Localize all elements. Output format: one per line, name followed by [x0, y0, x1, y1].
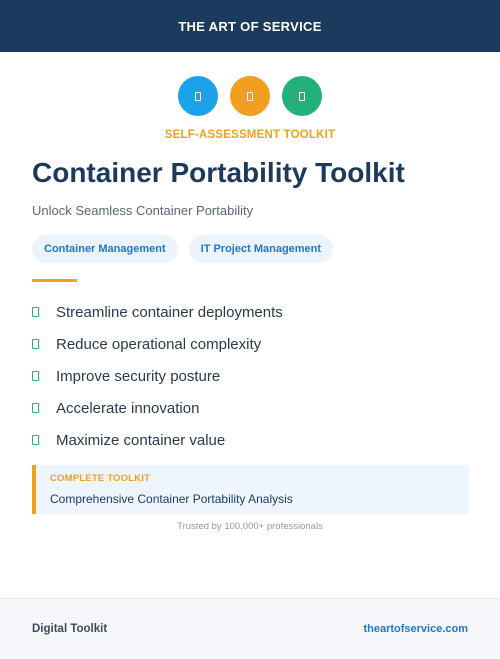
feature-text: Streamline container deployments: [56, 303, 283, 321]
document-icon: [299, 92, 305, 101]
tag-list: [32, 235, 333, 263]
check-icon: [32, 403, 39, 413]
website-link[interactable]: theartofservice.com: [363, 623, 468, 635]
callout-label: COMPLETE TOOLKIT: [50, 473, 151, 484]
icon-circle-blue: [178, 76, 218, 116]
complete-toolkit-callout: [32, 465, 469, 514]
list-item: [32, 328, 283, 360]
icon-circle-orange: [230, 76, 270, 116]
icon-circle-green: [282, 76, 322, 116]
page-subtitle: Unlock Seamless Container Portability: [32, 203, 254, 218]
callout-text: Comprehensive Container Portability Analysis: [50, 492, 293, 506]
feature-text: Improve security posture: [56, 367, 221, 385]
toolkit-kicker: SELF-ASSESSMENT TOOLKIT: [164, 129, 336, 141]
page-title: Container Portability Toolkit: [32, 157, 405, 188]
feature-list: [32, 296, 283, 456]
check-icon: [32, 435, 39, 445]
feature-text: Maximize container value: [56, 431, 226, 449]
top-banner: [0, 0, 500, 52]
list-item: [32, 296, 283, 328]
brand-name: THE ART OF SERVICE: [178, 18, 322, 34]
icon-row: [0, 76, 500, 116]
list-item: [32, 424, 283, 456]
list-item: [32, 392, 283, 424]
accent-divider: [32, 279, 77, 282]
document-icon: [247, 92, 253, 101]
document-icon: [195, 92, 201, 101]
trust-note: Trusted by 100,000+ professionals: [177, 521, 323, 532]
feature-text: Reduce operational complexity: [56, 335, 262, 353]
tag-it-project-management[interactable]: IT Project Management: [189, 235, 333, 263]
feature-text: Accelerate innovation: [56, 399, 200, 417]
footer-label: Digital Toolkit: [32, 623, 108, 635]
check-icon: [32, 371, 39, 381]
list-item: [32, 360, 283, 392]
check-icon: [32, 307, 39, 317]
footer: [0, 598, 500, 659]
check-icon: [32, 339, 39, 349]
tag-container-management[interactable]: Container Management: [32, 235, 178, 263]
